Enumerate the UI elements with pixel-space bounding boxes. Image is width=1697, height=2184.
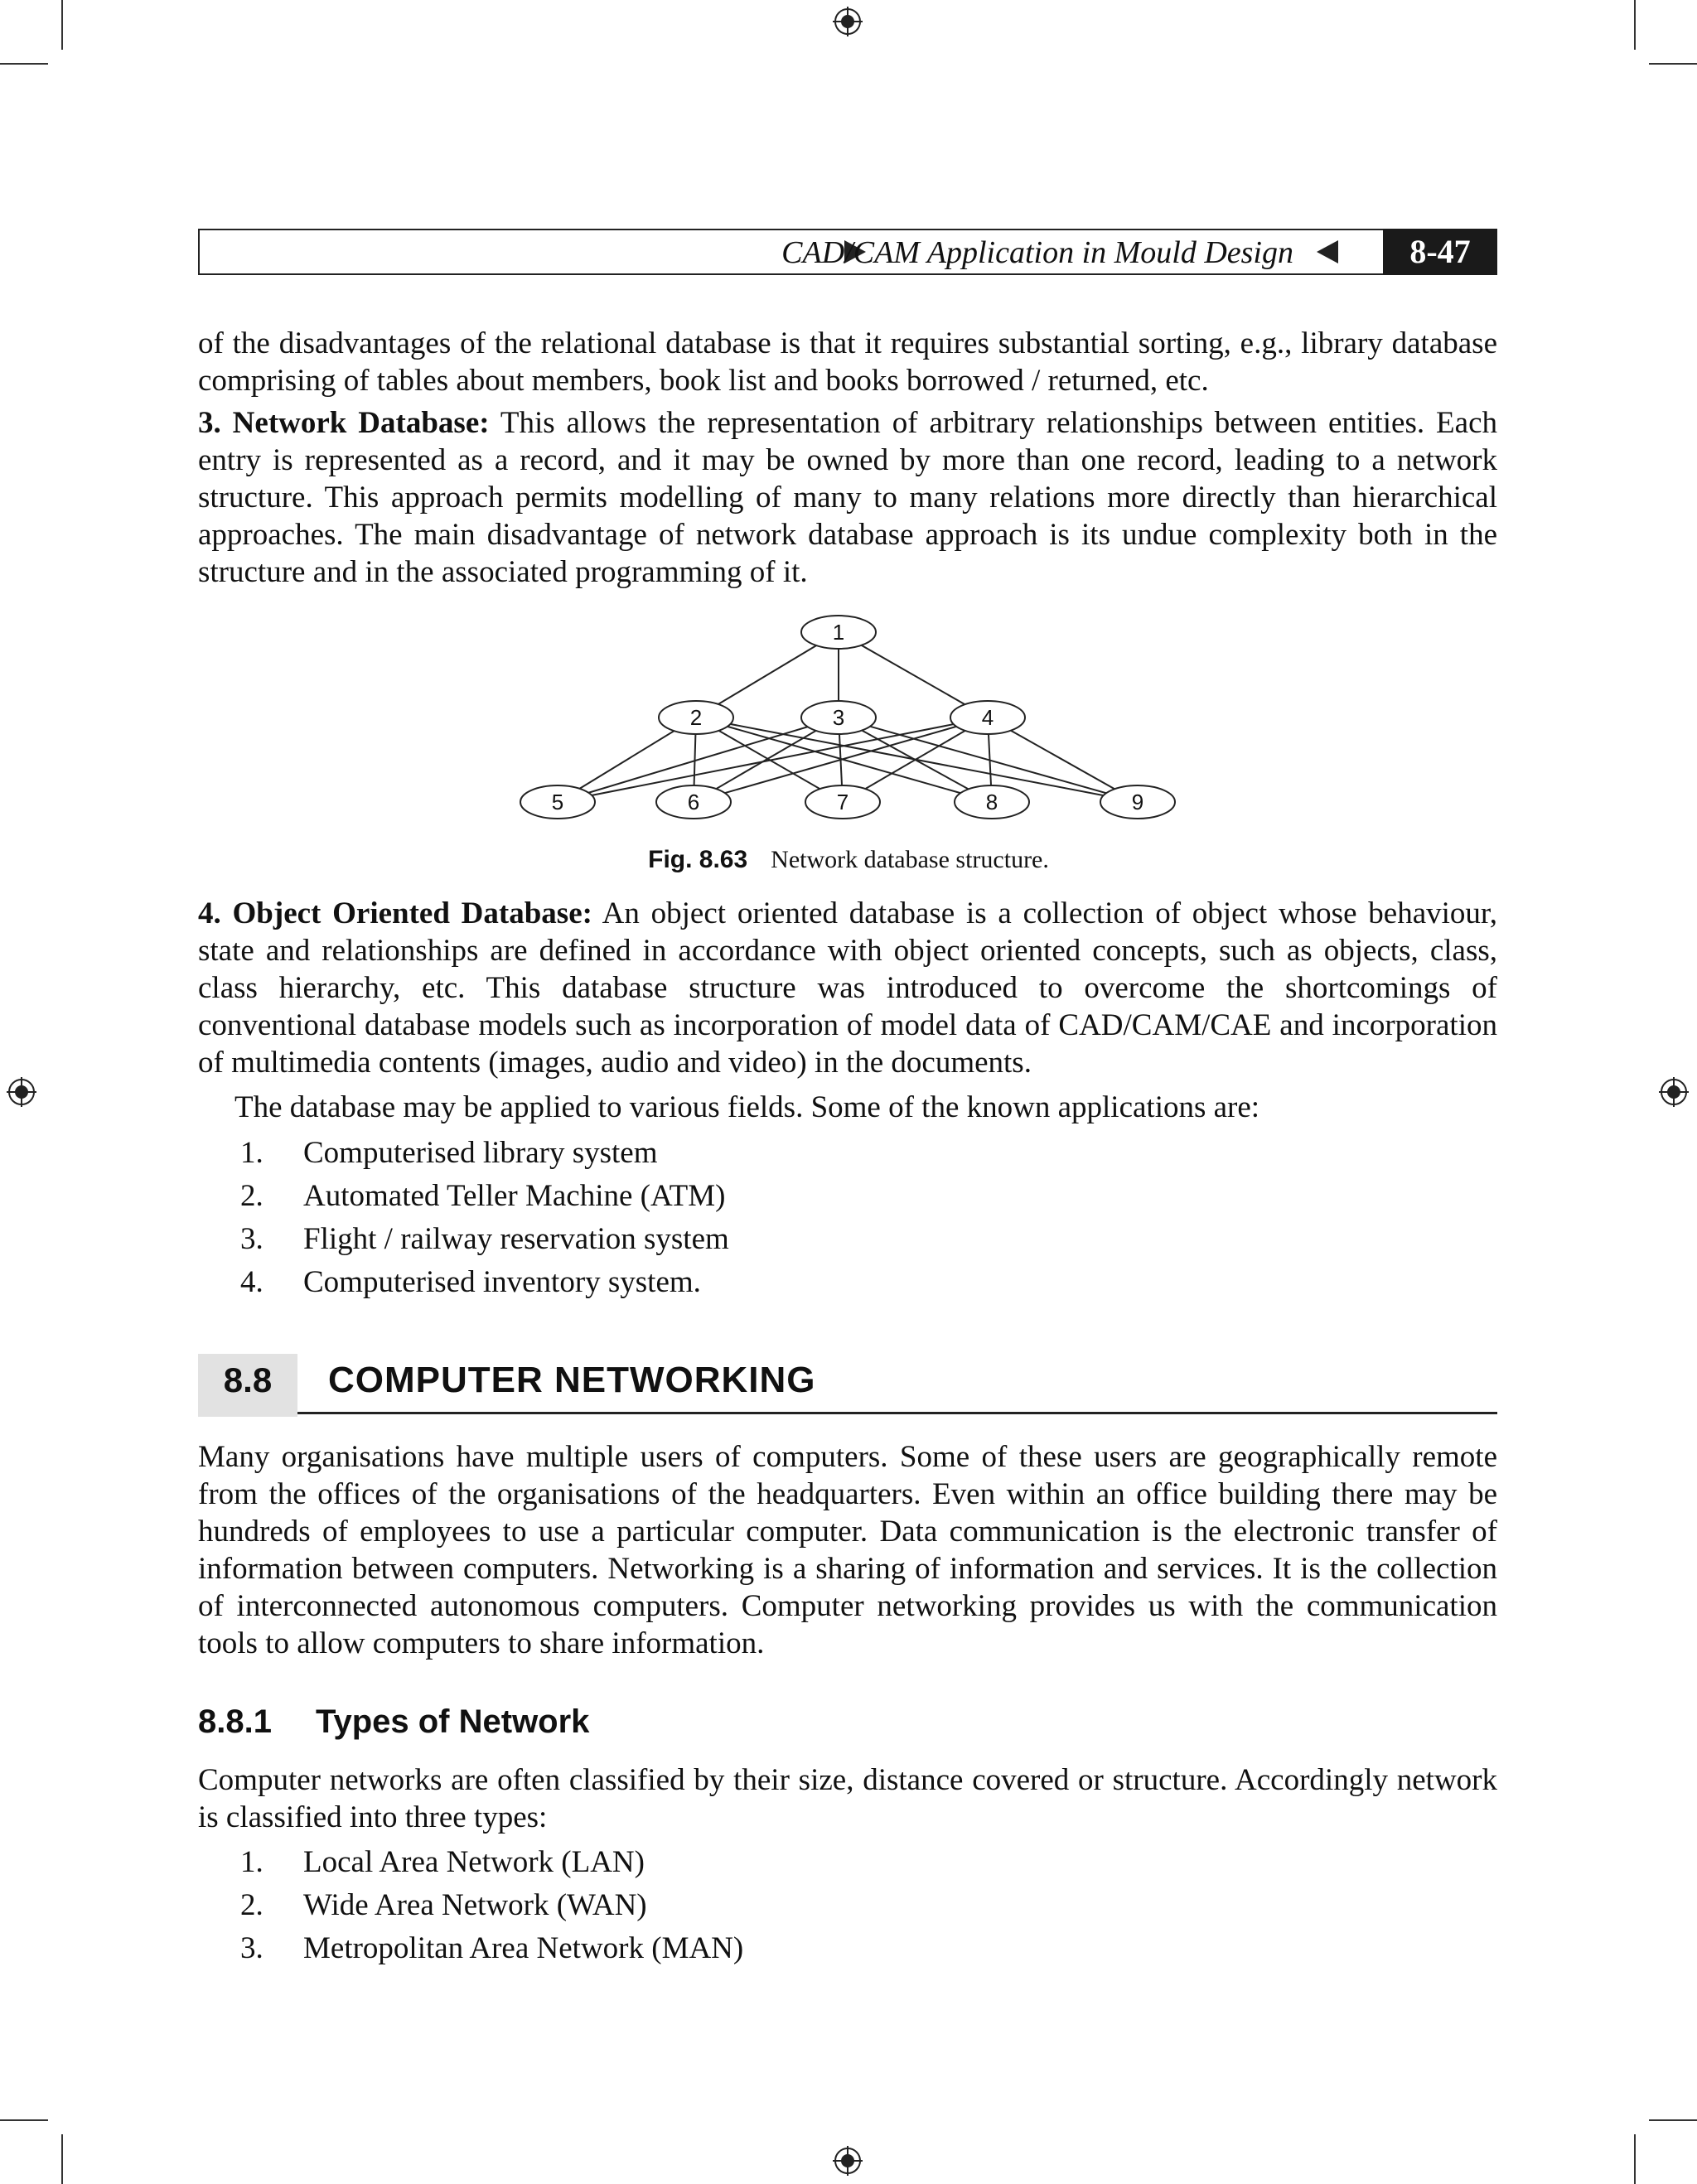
section-rule — [297, 1412, 1497, 1414]
crop-mark — [61, 0, 63, 50]
section-number: 8.8 — [198, 1354, 297, 1417]
paragraph-applications-intro: The database may be applied to various fields. Some of the known applications are: — [234, 1090, 1260, 1124]
list-text: Computerised inventory system. — [303, 1265, 701, 1299]
paragraph-lead: 4. Object Oriented Database: — [198, 896, 592, 930]
registration-mark-icon — [833, 7, 863, 36]
list-text: Metropolitan Area Network (MAN) — [303, 1931, 744, 1965]
list-number: 3. — [240, 1931, 263, 1965]
subsection-number: 8.8.1 — [198, 1703, 272, 1740]
subsection-title: Types of Network — [316, 1703, 590, 1740]
running-header-title: CAD/CAM Application in Mould Design — [781, 235, 1293, 270]
paragraph-network-database — [198, 404, 1497, 591]
node-label: 3 — [832, 705, 845, 730]
paragraph-object-oriented-database — [198, 895, 1497, 1081]
paragraph-body: An object oriented database is a collection of object whose behaviour, state and relationships are defined in accordance with object oriented concepts, such as objects, class, class hierarchy, etc. This database structure was introduced to overcome the shortcomings of conventional database models such as incorporation of model data of CAD/CAM/CAE and incorporation of multimedia contents (images, audio and video) in the documents. — [198, 896, 1497, 1080]
crop-mark — [1634, 2134, 1636, 2184]
crop-mark — [1634, 0, 1636, 50]
network-structure-diagram — [0, 605, 1697, 829]
paragraph-lead: 3. Network Database: — [198, 406, 490, 440]
crop-mark — [1649, 2119, 1697, 2121]
list-text: Wide Area Network (WAN) — [303, 1888, 647, 1922]
list-text: Flight / railway reservation system — [303, 1222, 729, 1256]
crop-mark — [0, 2119, 48, 2121]
list-number: 3. — [240, 1222, 263, 1256]
section-title: COMPUTER NETWORKING — [328, 1360, 816, 1400]
figure-caption — [0, 843, 1697, 877]
paragraph-relational-continued: of the disadvantages of the relational database is that it requires substantial sorting, e.g., library database comprising of tables about members, book list and books borrowed / returned, etc. — [198, 326, 1497, 398]
node-label: 2 — [689, 705, 703, 730]
edge — [558, 718, 988, 802]
node-label: 1 — [832, 620, 845, 645]
node-label: 6 — [687, 790, 700, 814]
list-number: 1. — [240, 1845, 263, 1879]
registration-mark-icon — [7, 1077, 36, 1107]
running-header — [198, 229, 1497, 275]
node-label: 8 — [985, 790, 998, 814]
list-number: 2. — [240, 1888, 263, 1922]
figure-caption-text: Network database structure. — [771, 846, 1049, 873]
list-text: Automated Teller Machine (ATM) — [303, 1179, 726, 1213]
list-text: Local Area Network (LAN) — [303, 1845, 645, 1879]
registration-mark-icon — [833, 2146, 863, 2176]
crop-mark — [1649, 63, 1697, 65]
section-heading — [198, 1354, 1497, 1417]
node-label: 9 — [1131, 790, 1144, 814]
list-number: 1. — [240, 1136, 263, 1170]
registration-mark-icon — [1659, 1077, 1689, 1107]
paragraph-network-types-intro: Computer networks are often classified by their size, distance covered or structure. Accordingly network is classified into three types: — [198, 1763, 1497, 1834]
page-number: 8-47 — [1383, 229, 1497, 275]
crop-mark — [0, 63, 48, 65]
node-label: 7 — [836, 790, 849, 814]
list-number: 4. — [240, 1265, 263, 1299]
paragraph-computer-networking: Many organisations have multiple users of computers. Some of these users are geographically remote from the offices of the organisations of the headquarters. Even within an office building there may be hundreds of employees to use a particular computer. Data communication is the electronic transfer of information between computers. Networking is a sharing of information and services. It is the collection of interconnected autonomous computers. Computer networking provides us with the communication tools to allow computers to share information. — [198, 1440, 1497, 1660]
subsection-heading — [198, 1698, 589, 1745]
paragraph-body: This allows the representation of arbitrary relationships between entities. Each entry is represented as a record, and it may be owned by more than one record, leading to a network structure. This approach permits modelling of many to many relations more directly than hierarchical approaches. The main disadvantage of network database approach is its undue complexity both in the structure and in the associated programming of it. — [198, 406, 1497, 589]
list-number: 2. — [240, 1179, 263, 1213]
node-label: 4 — [981, 705, 994, 730]
triangle-left-icon — [1317, 240, 1338, 263]
node-label: 5 — [551, 790, 564, 814]
figure-label: Fig. 8.63 — [648, 846, 748, 873]
crop-mark — [61, 2134, 63, 2184]
list-text: Computerised library system — [303, 1136, 658, 1170]
